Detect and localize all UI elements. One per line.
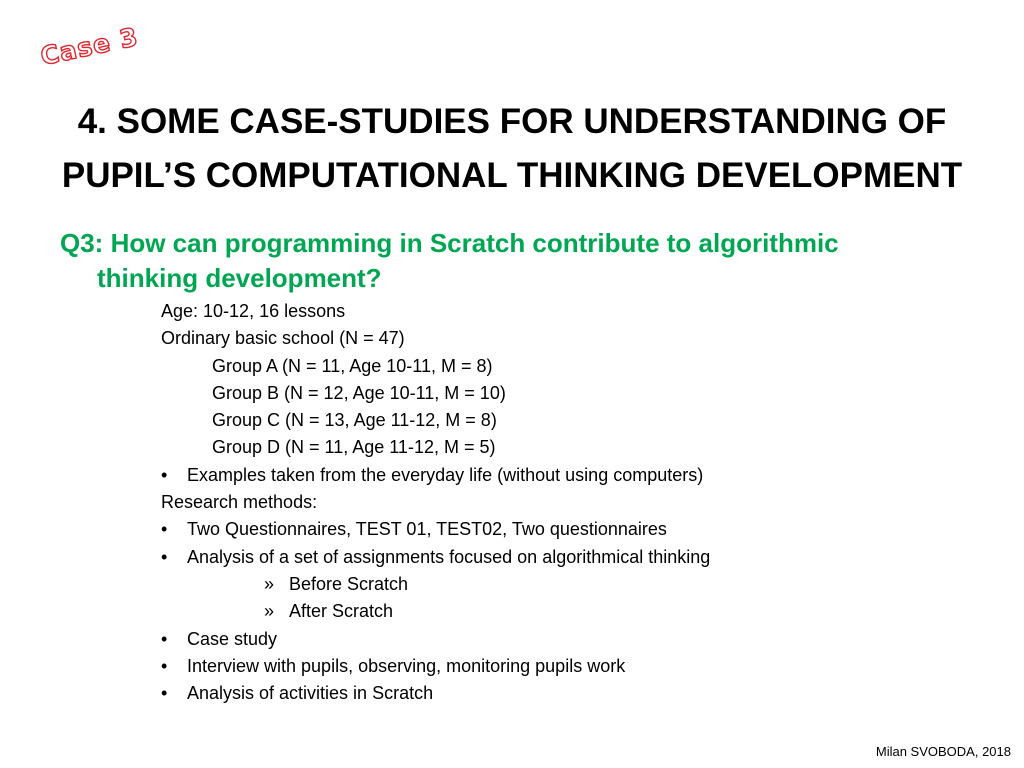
sub-item xyxy=(161,598,881,625)
bullet-item xyxy=(161,680,881,707)
bullet-text: Analysis of a set of assignments focused on algorithmical thinking xyxy=(187,546,711,567)
bullet-item xyxy=(161,626,881,653)
bullet-icon: • xyxy=(161,683,168,704)
bullet-text: Analysis of activities in Scratch xyxy=(187,683,434,704)
bullet-icon: • xyxy=(161,464,168,485)
bullet-icon: • xyxy=(161,628,168,649)
slide-content xyxy=(161,298,881,707)
sub-item-text: Before Scratch xyxy=(289,573,409,594)
case-label: Case 3 xyxy=(37,22,141,72)
bullet-icon: • xyxy=(161,519,168,540)
footer-author: Milan SVOBODA, 2018 xyxy=(875,744,1011,759)
methods-label: Research methods: xyxy=(161,492,318,513)
age-info: Age: 10-12, 16 lessons xyxy=(161,301,346,321)
sub-item xyxy=(161,571,881,598)
research-question: Q3: How can programming in Scratch contribute to algorithmic thinking development? xyxy=(60,228,839,293)
group-item: Group C (N = 13, Age 11-12, M = 8) xyxy=(212,410,497,431)
bullet-text: Examples taken from the everyday life (without using computers) xyxy=(187,464,704,485)
group-item: Group A (N = 11, Age 10-11, M = 8) xyxy=(212,355,493,376)
bullet-icon: • xyxy=(161,655,168,676)
bullet-item xyxy=(161,516,881,543)
slide-title xyxy=(0,95,1024,203)
bullet-icon: • xyxy=(161,546,168,567)
bullet-text: Two Questionnaires, TEST 01, TEST02, Two questionnaires xyxy=(187,519,667,540)
title-line-2: PUPIL’S COMPUTATIONAL THINKING DEVELOPMENT xyxy=(61,156,963,195)
bullet-item xyxy=(161,653,881,680)
title-line-1: 4. SOME CASE-STUDIES FOR UNDERSTANDING OF xyxy=(77,102,947,141)
sub-item-text: After Scratch xyxy=(289,601,394,622)
group-item: Group B (N = 12, Age 10-11, M = 10) xyxy=(212,382,506,403)
bullet-text: Interview with pupils, observing, monitoring pupils work xyxy=(187,655,626,676)
double-chevron-icon: » xyxy=(264,601,275,622)
school-info: Ordinary basic school (N = 47) xyxy=(161,328,405,349)
group-item: Group D (N = 11, Age 11-12, M = 5) xyxy=(212,437,496,458)
bullet-text: Case study xyxy=(187,628,278,649)
double-chevron-icon: » xyxy=(264,573,275,594)
bullet-item xyxy=(161,462,881,489)
bullet-item xyxy=(161,544,881,571)
